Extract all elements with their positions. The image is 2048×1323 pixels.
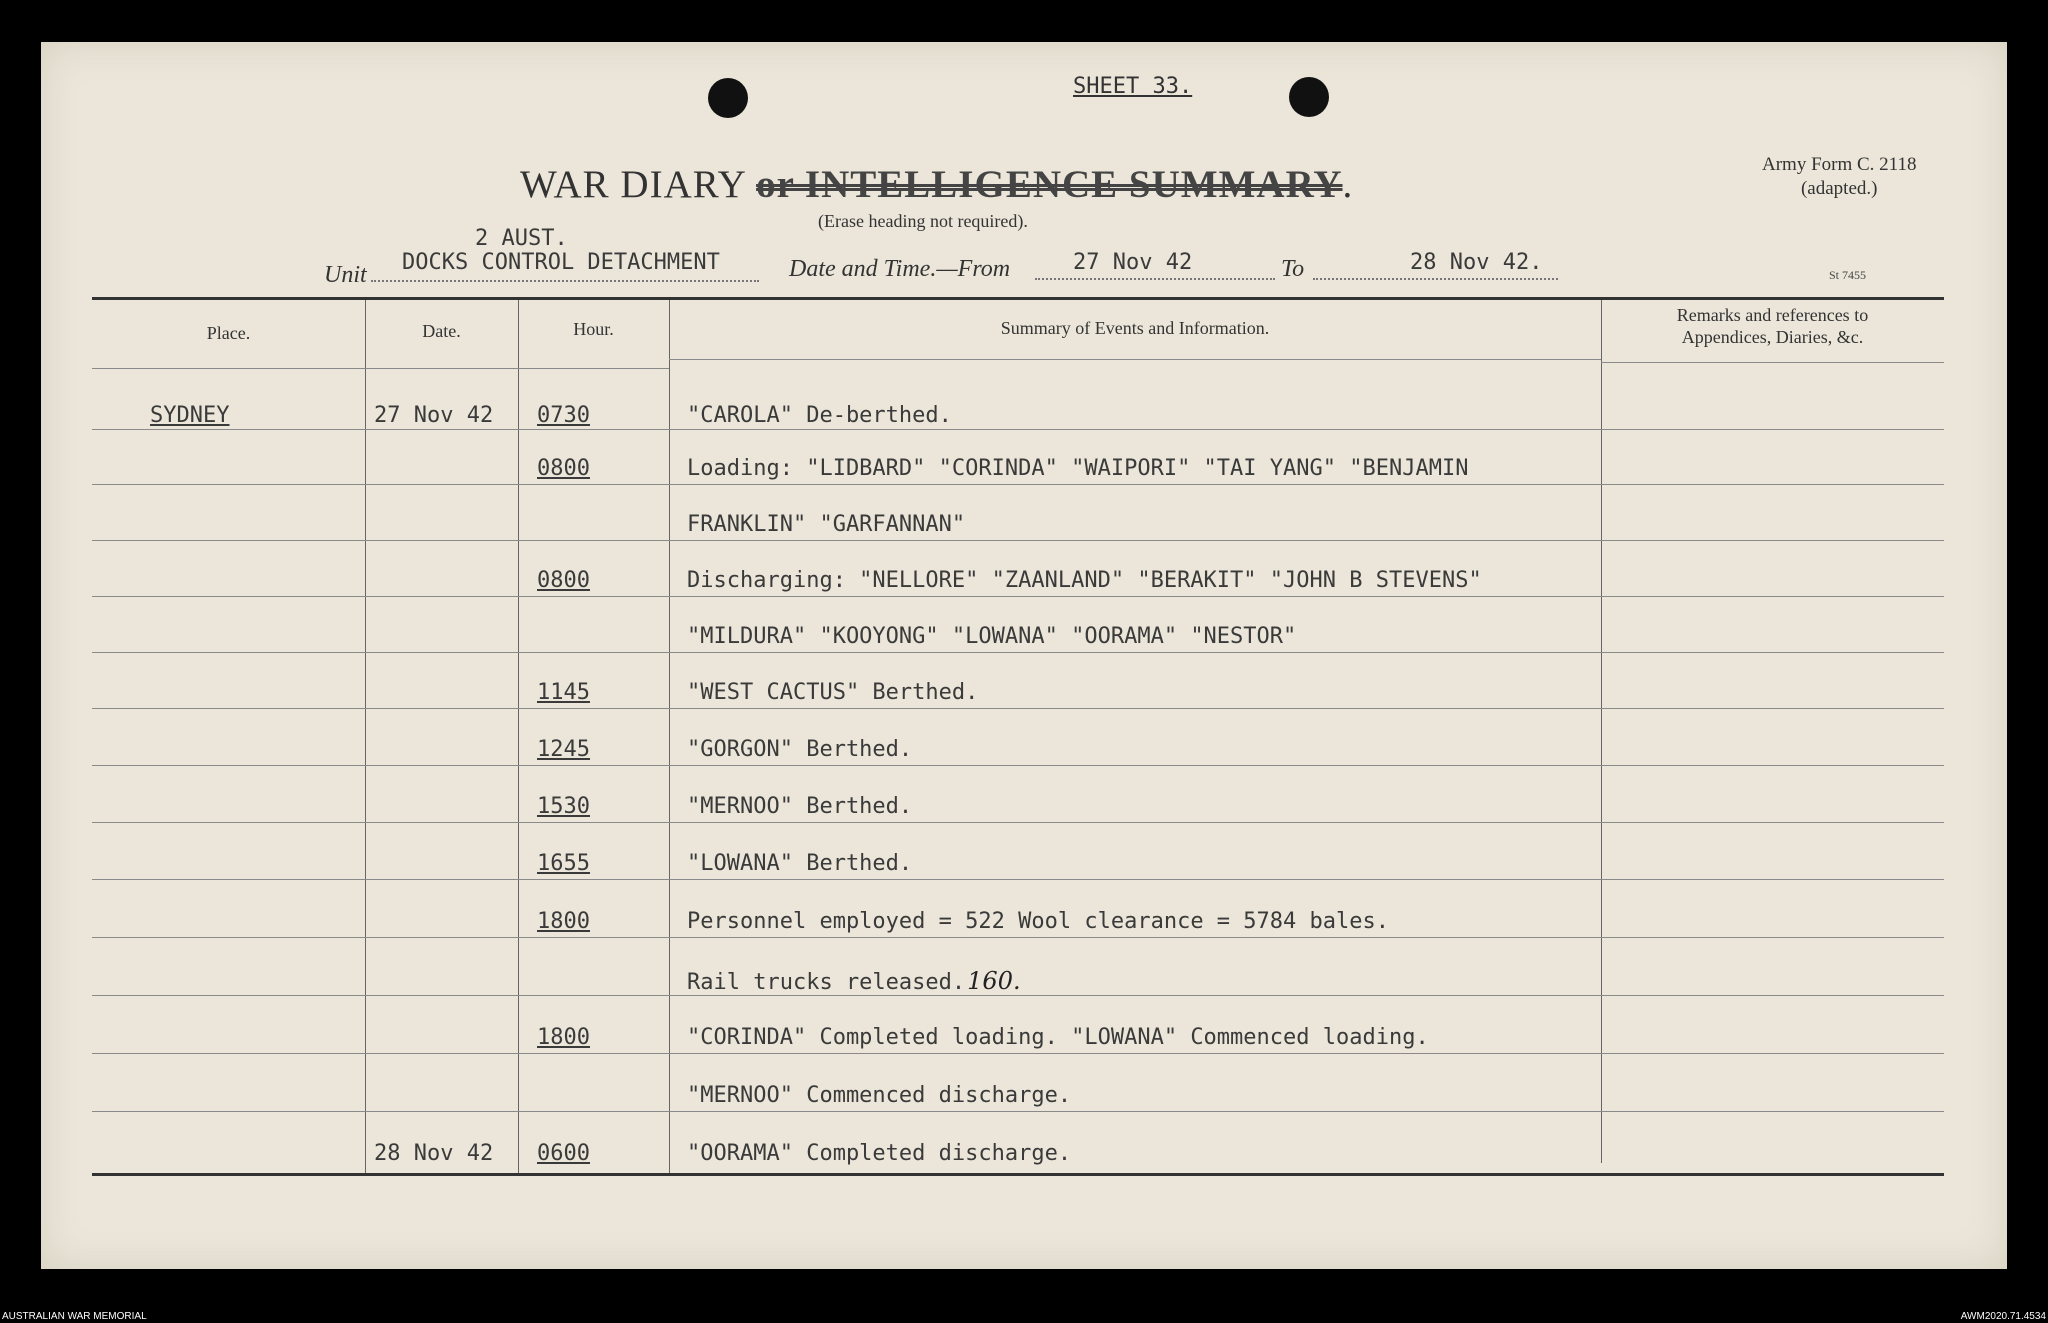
unit-line-2: DOCKS CONTROL DETACHMENT — [402, 250, 720, 275]
row-rule — [92, 708, 1944, 709]
form-title — [520, 162, 1353, 207]
header-underline-date-hour — [365, 368, 669, 369]
row-rule — [92, 879, 1944, 880]
header-underline-remarks — [1601, 362, 1944, 363]
from-dotted-line — [1035, 278, 1275, 280]
entry-hour: 0800 — [537, 456, 590, 481]
entry-hour: 1655 — [537, 851, 590, 876]
struck-heading: or INTELLIGENCE SUMMARY — [756, 163, 1343, 206]
row-rule — [92, 484, 1944, 485]
date-from: 27 Nov 42 — [1073, 250, 1193, 275]
entry-summary: "GORGON" Berthed. — [687, 737, 913, 762]
column-divider-hour — [669, 300, 670, 1173]
sheet-number: SHEET 33. — [1073, 74, 1193, 99]
row-rule — [92, 995, 1944, 996]
army-form-number: Army Form C. 2118 — [1762, 154, 1917, 175]
column-divider-place — [365, 300, 366, 1173]
unit-line-1: 2 AUST. — [475, 226, 568, 251]
entry-hour: 1800 — [537, 909, 590, 934]
column-header-date: Date. — [422, 321, 461, 341]
row-rule — [92, 429, 1944, 430]
entry-summary: "OORAMA" Completed discharge. — [687, 1141, 1072, 1166]
row-rule — [92, 822, 1944, 823]
row-rule — [92, 1053, 1944, 1054]
punch-hole-right — [1289, 77, 1329, 117]
unit-label: Unit — [324, 262, 367, 288]
entry-summary-text: Rail trucks released. — [687, 970, 966, 995]
title-end: . — [1342, 163, 1354, 206]
entry-summary: FRANKLIN" "GARFANNAN" — [687, 512, 966, 537]
row-rule — [92, 540, 1944, 541]
header-underline-summary — [669, 359, 1601, 360]
row-rule — [92, 652, 1944, 653]
remarks-header-line-1: Remarks and references to — [1676, 305, 1869, 325]
column-header-place: Place. — [206, 323, 251, 343]
row-rule — [92, 765, 1944, 766]
st-number: St 7455 — [1829, 268, 1867, 282]
entry-place: SYDNEY — [150, 403, 230, 428]
table-top-rule — [92, 297, 1944, 300]
date-to: 28 Nov 42. — [1410, 250, 1543, 275]
entry-summary: Loading: "LIDBARD" "CORINDA" "WAIPORI" "TAI YANG" "BENJAMIN — [687, 456, 1469, 481]
war-diary-heading: WAR DIARY — [520, 163, 746, 206]
entry-hour: 1530 — [537, 794, 590, 819]
to-label: To — [1281, 256, 1305, 282]
entry-summary: "WEST CACTUS" Berthed. — [687, 680, 979, 705]
table-bottom-rule — [92, 1173, 1944, 1176]
entry-summary: "CAROLA" De-berthed. — [687, 403, 952, 428]
footer-credit: AUSTRALIAN WAR MEMORIAL — [2, 1311, 147, 1322]
unit-dotted-line — [371, 280, 759, 282]
entry-summary: "MILDURA" "KOOYONG" "LOWANA" "OORAMA" "NESTOR" — [687, 624, 1297, 649]
erase-note: (Erase heading not required). — [818, 211, 1028, 231]
entry-summary: "CORINDA" Completed loading. "LOWANA" Commenced loading. — [687, 1025, 1429, 1050]
entry-summary: "MERNOO" Commenced discharge. — [687, 1083, 1072, 1108]
to-dotted-line — [1313, 278, 1558, 280]
entry-summary: "LOWANA" Berthed. — [687, 851, 913, 876]
army-form-adapted: (adapted.) — [1800, 178, 1878, 199]
date-time-label: Date and Time.—From — [789, 256, 1011, 282]
footer-accession-number: AWM2020.71.4534 — [1960, 1311, 2046, 1322]
entry-hour: 1145 — [537, 680, 590, 705]
entry-date: 27 Nov 42 — [374, 403, 494, 428]
entry-hour: 1245 — [537, 737, 590, 762]
column-divider-date — [518, 300, 519, 1173]
column-header-hour: Hour. — [573, 319, 614, 339]
entry-summary: "MERNOO" Berthed. — [687, 794, 913, 819]
header-underline-place — [92, 368, 365, 369]
entry-summary: Personnel employed = 522 Wool clearance = 5784 bales. — [687, 909, 1389, 934]
entry-hour: 0600 — [537, 1141, 590, 1166]
row-rule — [92, 596, 1944, 597]
entry-date: 28 Nov 42 — [374, 1141, 494, 1166]
entry-hour: 0730 — [537, 403, 590, 428]
column-header-summary: Summary of Events and Information. — [1000, 318, 1270, 338]
remarks-header-line-2: Appendices, Diaries, &c. — [1681, 327, 1864, 347]
row-rule — [92, 1111, 1944, 1112]
entry-summary: Discharging: "NELLORE" "ZAANLAND" "BERAKIT" "JOHN B STEVENS" — [687, 568, 1482, 593]
entry-summary — [687, 967, 1021, 995]
column-header-remarks — [1601, 304, 1944, 348]
entry-hour: 1800 — [537, 1025, 590, 1050]
entry-hour: 0800 — [537, 568, 590, 593]
handwritten-annotation: 160. — [967, 967, 1021, 995]
punch-hole-left — [708, 78, 748, 118]
row-rule — [92, 937, 1944, 938]
army-form-label — [1762, 153, 1916, 201]
